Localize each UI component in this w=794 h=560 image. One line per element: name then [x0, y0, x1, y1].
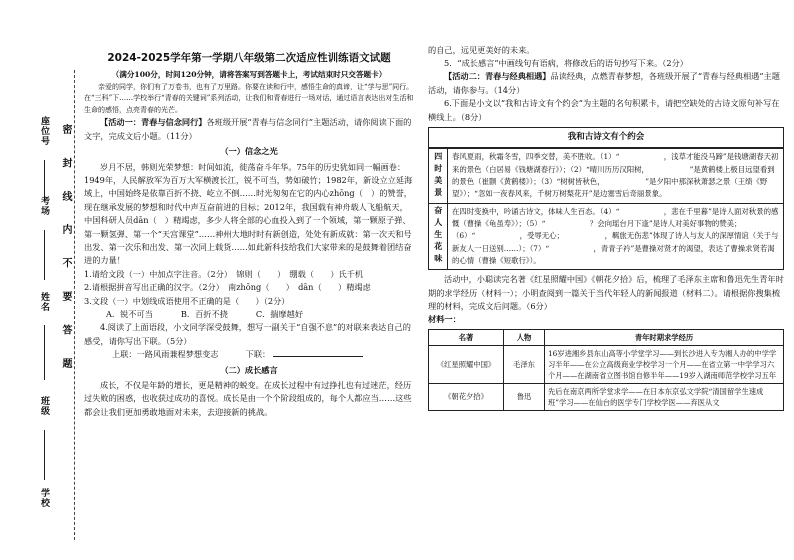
name-label: 姓名 [39, 292, 49, 312]
table-cell: 《朝花夕拾》 [429, 383, 504, 410]
table-cell: 毛泽东 [504, 345, 545, 383]
couplet-lower-label: 下联： [245, 349, 271, 360]
question-4: 4.阅读了上面语段，小文同学深受鼓舞，想写一副关于“自强不息”的对联来表达自己的感受，请你写出下联。（5分） [84, 322, 411, 346]
exam-room-label: 考场 [39, 196, 49, 216]
poetry-card-text: 春风夏雨，秋霜冬雪，四季交替，美不胜收。（1）“ ，浅草才能没马蹄”是钱塘湖春天初来的景色（白居易《钱塘湖春行》）；（2）“晴川历历汉阳树， ”是黄鹤楼上极目远望看到的景色（崔颢《黄鹤楼》）；（3）“树树皆秋色， ”是夕阳中那深秋萧瑟之景（王绩《野望》）；“忽如一夜春风来，千树万树梨花开”是边塞雪后奇丽景象。 [452, 152, 779, 199]
exam-note: （满分100分，时间120分钟，请将答案写到答题卡上，考试结束时只交答题卡） [111, 70, 387, 80]
table-cell: 《红星照耀中国》 [429, 345, 504, 383]
table-cell: 先后在南京两所学堂求学——在日本东京弘文学院“清国留学生速成班”学习——在仙台的医学专门学校学医——弃医从文 [545, 383, 784, 410]
question-7: 活动中，小聪读完名著《红星照耀中国》《朝花夕拾》后，梳理了毛泽东主席和鲁迅先生青年时期的求学经历（材料一）；小明查阅到一篇关于当代年轻人的新闻报道（材料二）。请根据你搜集梳理的材料，完成文后问题。（6分） [428, 274, 784, 311]
seal-dashed-line [74, 70, 75, 540]
table-cell: 鲁迅 [504, 383, 545, 410]
activity2-heading: 【活动二：青春与经典相遇】 [444, 71, 551, 82]
table-header: 名著 [429, 329, 504, 345]
exam-title: 2024-2025学年第一学期八年级第二次适应性训练语文试题 [107, 52, 391, 64]
question-3-options [84, 308, 414, 321]
class-label: 班级 [39, 396, 49, 416]
passage1: 岁月不居，韩则光荣梦想：时间如流，徙荡奋斗年华。75年的历史犹如同一幅画卷：1949年，人民解放军为百万大军横渡长江，锐不可当，势如破竹；1982年，新设立立延海域上，中国始终是依靠百折不挠、屹立不倒……时光匆匆在它的内心zhōng（ ）的赞誉，现在继承发展的梦想和时代中声互奋前进的目标；2012年，我国载有神舟载人飞船航天，中国科研人员dān（ ）精竭虑，多少人将全部的心血投入到了一个领域，第一颗原子弹、第一颗氢弹、第一个“天宫课堂”……神州大地时时有新创造，处处有新成就：第一次天和号出发、第一次乐和出发、第一次同上载货……如此新科技给我们大家带来的是鼓舞着团结奋进的力量！ [84, 161, 413, 266]
activity1-heading: 【活动一：青春与信念同行】 [100, 117, 207, 128]
poetry-card-row [429, 148, 783, 202]
material-label: 材料一： [428, 314, 461, 325]
right-column [428, 44, 784, 411]
couplet [84, 348, 414, 361]
exam-room-line [44, 230, 45, 280]
poetry-card-row [429, 203, 783, 269]
question-3: 3.文段（一）中划线成语使用不正确的是（ ）（2分） [84, 295, 290, 306]
left-column [84, 44, 414, 419]
class-line [44, 430, 45, 480]
poetry-card-side-label: 奋人生花味 [429, 204, 448, 269]
poetry-card-text: 在四时变换中，吟诵古诗文，体味人生百态。（4）“ ，悲在千里暮”是诗人面对秋景的感慨（曹操《龟虽寿》）；（5）“ ？会向瑶台月下逢”是诗人对美好事物的赞美；（6）“ ，受辱无心； ，羁旅无伤悲”体现了诗人与友人的深厚情谊（关于与新友人一日送别……）；（7）“ ，青青子衿”是曹操对贤才的渴望，表达了曹操求贤若渴的心情（曹操《短歌行》）。 [452, 206, 779, 265]
section1-title: （一）信念之光 [220, 146, 278, 157]
material-table [428, 329, 784, 411]
option-b: B．百折不挠 [180, 309, 228, 319]
poetry-card [428, 127, 784, 270]
seat-number-label: 座位号 [39, 116, 49, 146]
poetry-card-title: 我和古诗文有个约会 [429, 128, 783, 148]
table-header: 青年时期求学经历 [545, 329, 784, 345]
seal-line-text: 密 封 线 内 不 要 答 题 [60, 124, 71, 379]
couplet-upper: 上联：一路风雨兼程梦想变志 [112, 349, 219, 360]
passage2: 成长，不仅是年龄的增长，更是精神的蜕变。在成长过程中有过挣扎也有过迷茫，经历过失败的困惑，也收获过成功的喜悦。成长是由一个个阶段组成的，每个人都应当……这些都会让我们更加勇敢地面对未来，去迎接新的挑战。 [84, 380, 412, 417]
table-header-row [429, 329, 784, 345]
question-6: 6.下面是小文以“我和古诗文有个约会”为主题的名句积累卡，请把空缺处的古诗文原句补写在横线上。（8分） [428, 98, 780, 122]
table-cell: 16岁进湘乡县东山高等小学堂学习——到长沙进入专为湘人办的中学学习半年——在公立高级商业学校学习一个月——在省立第一中学学习六个月——在湖南省立图书馆自修半年——19岁入湖南师范学校学习五年 [545, 345, 784, 383]
poetry-card-side-label: 四时美景 [429, 149, 448, 202]
section2-title: （二）成长感言 [220, 364, 278, 375]
school-label: 学校 [39, 488, 49, 508]
question-5: 5．“成长感言”中画线句有语病，将修改后的语句抄写下来。（2分） [444, 58, 688, 68]
name-line [44, 325, 45, 380]
table-row [429, 383, 784, 410]
activity2-text: 品读经典，点燃青春梦想，各班级开展了“青春与经典相遇”主题活动，请你参与。（14分） [428, 71, 780, 95]
exam-intro: 亲爱的同学，你们有了万卷书，也有了万里路。你要在读和行中，感悟生命的真谛，让“学与思”同行。在“三科”下……学校举行“青春的关键词”系列活动，让我们和青春进行一场对话，通过语言表达出对生活和生命的感悟，点亮青春的光芒。 [84, 82, 414, 114]
option-c: C．揣摩越好 [255, 309, 304, 319]
question-1: 1.请给文段（一）中加点字注音。（2分） 锦则（ ） 绷载（ ）氏千机 [84, 268, 364, 279]
option-a: A．锐不可当 [106, 309, 153, 319]
couplet-answer-line [273, 348, 363, 357]
seat-number-line [44, 160, 45, 200]
passage2-continued: 的自己，远见更美好的未来。 [428, 45, 535, 55]
question-2: 2.请根据拼音写出正确的汉字。（2分） 南zhōng（ ） dān（ ）精竭虑 [84, 282, 371, 293]
activity1-text: 各班级开展“青春与信念同行”主题活动，请你阅读下面的文字，完成文后小题。（11分） [84, 117, 412, 141]
table-row [429, 345, 784, 383]
table-header: 人物 [504, 329, 545, 345]
